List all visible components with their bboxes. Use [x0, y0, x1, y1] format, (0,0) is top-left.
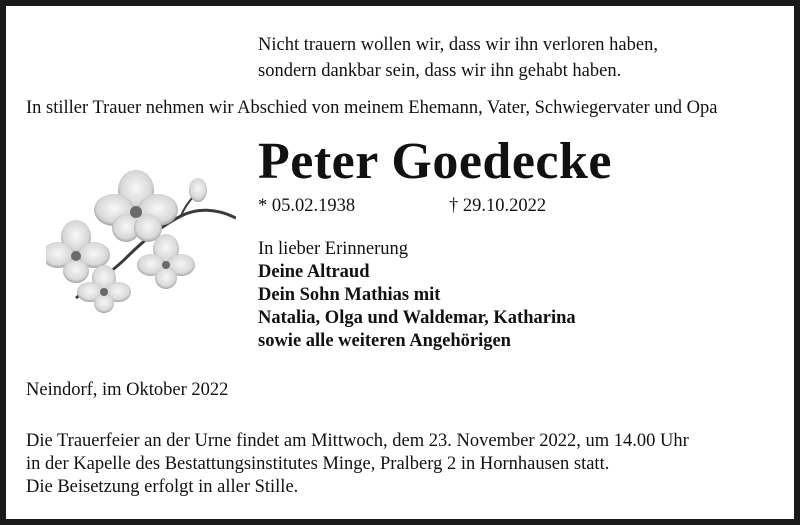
funeral-line-3: Die Beisetzung erfolgt in aller Stille. — [26, 477, 299, 497]
orchid-bud — [189, 178, 207, 202]
obituary-card — [6, 6, 794, 519]
mourner-line: Deine Altraud — [258, 262, 370, 282]
orchid-icon — [46, 168, 236, 328]
deceased-name: Peter Goedecke — [258, 133, 612, 190]
birth-date: * 05.02.1938 — [258, 196, 356, 216]
mourner-line: sowie alle weiteren Angehörigen — [258, 331, 511, 351]
motto-line-2: sondern dankbar sein, dass wir ihn gehabt haben. — [258, 61, 622, 81]
funeral-line-1: Die Trauerfeier an der Urne findet am Mittwoch, dem 23. November 2022, um 14.00 Uhr — [26, 431, 689, 451]
orchid-flower — [137, 234, 195, 289]
orchid-flower — [94, 170, 178, 242]
funeral-info — [26, 430, 689, 499]
intro-text: In stiller Trauer nehmen wir Abschied von meinem Ehemann, Vater, Schwiegervater und Opa — [26, 98, 718, 118]
funeral-line-2: in der Kapelle des Bestattungsinstitutes Minge, Pralberg 2 in Hornhausen statt. — [26, 454, 610, 474]
mourners-block — [258, 238, 576, 353]
place-date: Neindorf, im Oktober 2022 — [26, 380, 229, 400]
death-date: † 29.10.2022 — [449, 196, 547, 216]
mourner-line: Dein Sohn Mathias mit — [258, 285, 441, 305]
mourners-lead: In lieber Erinnerung — [258, 239, 408, 259]
mourner-line: Natalia, Olga und Waldemar, Katharina — [258, 308, 576, 328]
motto-line-1: Nicht trauern wollen wir, dass wir ihn verloren haben, — [258, 35, 658, 55]
motto-quote — [258, 32, 658, 84]
